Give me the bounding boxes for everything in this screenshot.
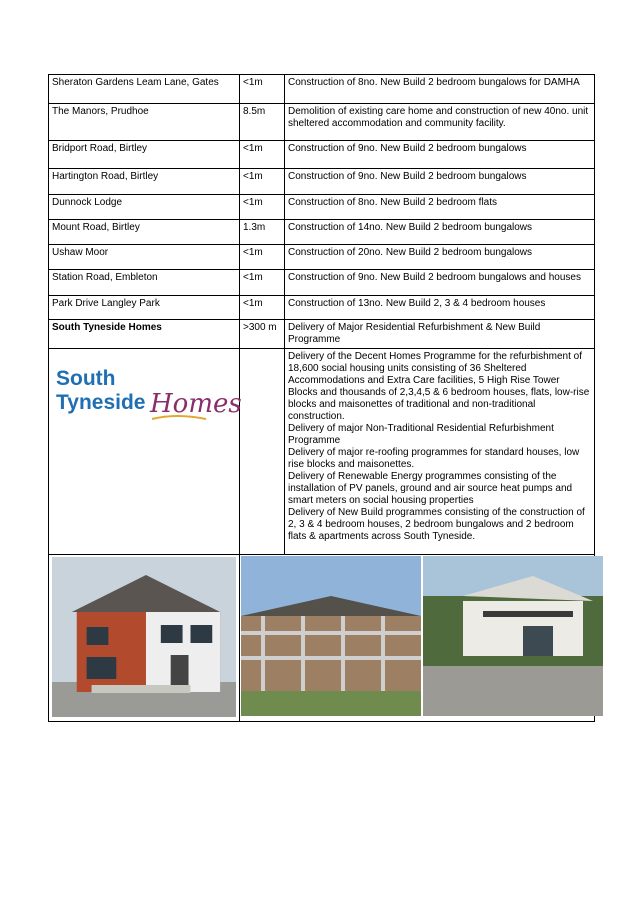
table-row xyxy=(49,270,595,296)
logo-cell xyxy=(49,349,240,555)
table-row xyxy=(49,296,595,320)
table-row xyxy=(49,75,595,104)
detail-line: Delivery of major re-roofing programmes for standard houses, low rise blocks and maisonettes. xyxy=(288,447,580,470)
description-cell: Construction of 9no. New Build 2 bedroom bungalows and houses xyxy=(285,270,595,296)
description-cell: Construction of 20no. New Build 2 bedroom bungalows xyxy=(285,245,595,270)
photo-cell xyxy=(240,555,595,722)
value-cell: <1m xyxy=(240,169,285,195)
description-cell: Construction of 8no. New Build 2 bedroom bungalows for DAMHA xyxy=(285,75,595,104)
programme-heading: Delivery of Major Residential Refurbishment & New Build Programme xyxy=(285,320,595,349)
value-cell: <1m xyxy=(240,141,285,169)
table-row xyxy=(49,141,595,169)
details-cell xyxy=(285,349,595,555)
projects-table xyxy=(48,74,595,722)
value-cell: <1m xyxy=(240,245,285,270)
south-tyneside-homes-logo xyxy=(56,363,242,423)
description-cell: Construction of 9no. New Build 2 bedroom bungalows xyxy=(285,141,595,169)
logo-tyneside: Tyneside xyxy=(56,391,146,414)
table-row xyxy=(49,220,595,245)
description-cell: Demolition of existing care home and construction of new 40no. unit sheltered accommodation and community facility. xyxy=(285,104,595,141)
location-cell: Sheraton Gardens Leam Lane, Gates xyxy=(49,75,240,104)
detail-line: Delivery of major Non-Traditional Residential Refurbishment Programme xyxy=(288,423,554,446)
location-cell: Mount Road, Birtley xyxy=(49,220,240,245)
value-cell: <1m xyxy=(240,270,285,296)
location-cell: Station Road, Embleton xyxy=(49,270,240,296)
photos-row xyxy=(49,555,595,722)
location-cell: Hartington Road, Birtley xyxy=(49,169,240,195)
table-row xyxy=(49,245,595,270)
description-cell: Construction of 9no. New Build 2 bedroom bungalows xyxy=(285,169,595,195)
location-cell: Park Drive Langley Park xyxy=(49,296,240,320)
house-photo-2 xyxy=(241,556,421,716)
value-cell: <1m xyxy=(240,195,285,220)
organisation-name: South Tyneside Homes xyxy=(49,320,240,349)
table-row xyxy=(49,169,595,195)
value-cell: <1m xyxy=(240,296,285,320)
value-cell: >300 m xyxy=(240,320,285,349)
value-cell: <1m xyxy=(240,75,285,104)
description-cell: Construction of 13no. New Build 2, 3 & 4 bedroom houses xyxy=(285,296,595,320)
description-cell: Construction of 8no. New Build 2 bedroom flats xyxy=(285,195,595,220)
value-cell: 8.5m xyxy=(240,104,285,141)
detail-line: Delivery of the Decent Homes Programme for the refurbishment of 18,600 social housing units consisting of 36 Sheltered Accommodations and Extra Care facilities, 5 High Rise Tower Blocks and thousands of 2,3,4,5 & 6 bedroom houses, flats, low-rise blocks and maisonettes of traditional and non-traditional construction. xyxy=(288,351,590,422)
location-cell: Ushaw Moor xyxy=(49,245,240,270)
detail-line: Delivery of Renewable Energy programmes consisting of the installation of PV panels, ground and air source heat pumps and smart meters on social housing properties xyxy=(288,471,573,506)
house-photo-1 xyxy=(52,557,236,717)
empty-cell xyxy=(240,349,285,555)
photo-cell xyxy=(49,555,240,722)
logo-south: South xyxy=(56,367,116,390)
detail-line: Delivery of New Build programmes consisting of the construction of 2, 3 & 4 bedroom houses, 2 bedroom bungalows and 2 bedroom flats & apartments across South Tyneside. xyxy=(288,507,585,542)
table-row xyxy=(49,195,595,220)
location-cell: Bridport Road, Birtley xyxy=(49,141,240,169)
description-cell: Construction of 14no. New Build 2 bedroom bungalows xyxy=(285,220,595,245)
location-cell: Dunnock Lodge xyxy=(49,195,240,220)
logo-homes: Homes xyxy=(150,389,242,419)
value-cell: 1.3m xyxy=(240,220,285,245)
house-photo-3 xyxy=(423,556,603,716)
table-row xyxy=(49,104,595,141)
table-row xyxy=(49,320,595,349)
location-cell: The Manors, Prudhoe xyxy=(49,104,240,141)
table-row xyxy=(49,349,595,555)
